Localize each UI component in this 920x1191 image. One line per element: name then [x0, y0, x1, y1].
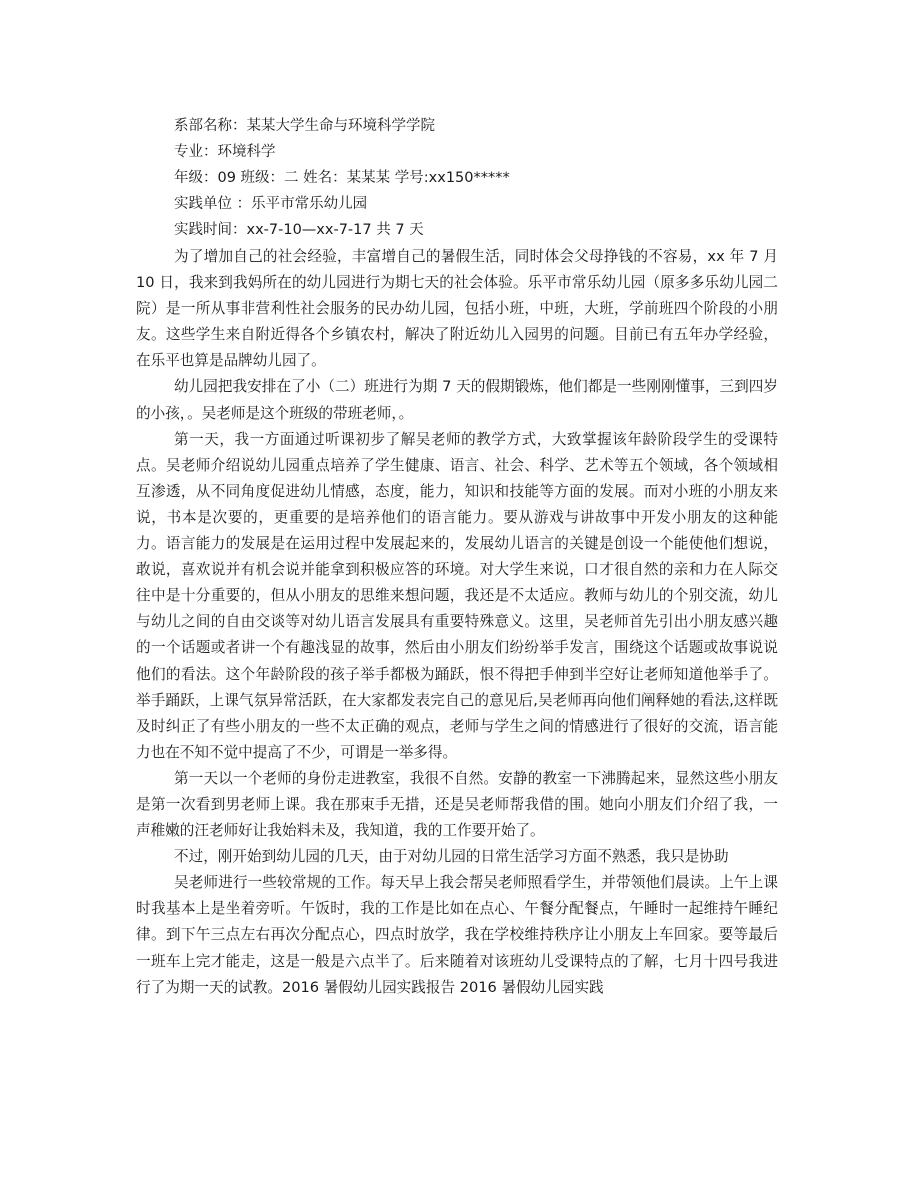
- report-body: [136, 244, 778, 1001]
- paragraph-first-day-teaching: 第一天以一个老师的身份走进教室，我很不自然。安静的教室一下沸腾起来，显然这些小朋友是第一次看到男老师上课。我在那束手无措，还是吴老师帮我借的围。她向小朋友们介绍了我，一声稚嫩的汪老师好让我始料未及，我知道，我的工作要开始了。: [136, 769, 778, 840]
- paragraph-intro: 为了增加自己的社会经验，丰富增自己的暑假生活，同时体会父母挣钱的不容易，xx 年 7 月 10 日，我来到我妈所在的幼儿园进行为期七天的社会体验。乐平市常乐幼儿园（原多多乐幼儿园二院）是一所从事非营利性社会服务的民办幼儿园，包括小班，中班，大班，学前班四个阶段的小朋友。这些学生来自附近得各个乡镇农村，解决了附近幼儿入园男的问题。目前已有五年办学经验，在乐平也算是品牌幼儿园了。: [136, 248, 778, 370]
- major-line: 专业：环境科学: [174, 144, 276, 160]
- practice-unit-line: 实践单位 ：乐平市常乐幼儿园: [174, 196, 368, 212]
- grade-class-name-line: 年级：09 班级：二 姓名：某某某 学号:xx150*****: [174, 170, 510, 186]
- paragraph-routine-work: 吴老师进行一些较常规的工作。每天早上我会帮吴老师照看学生，并带领他们晨读。上午上课时我基本上是坐着旁听。午饭时，我的工作是比如在点心、午餐分配餐点，午睡时一起维持午睡纪律。到下午三点左右再次分配点心，四点时放学，我在学校维持秩序让小朋友上车回家。要等最后一班车上完才能走，这是一般是六点半了。后来随着对该班幼儿受课特点的了解，七月十四号我进行了为期一天的试教。2016 暑假幼儿园实践报告 2016 暑假幼儿园实践: [136, 874, 778, 996]
- practice-time-line: 实践时间：xx-7-10—xx-7-17 共 7 天: [174, 222, 424, 238]
- department-line: 系部名称：某某大学生命与环境科学学院: [174, 118, 435, 134]
- paragraph-early-days: 不过，刚开始到幼儿园的几天，由于对幼儿园的日常生活学习方面不熟悉，我只是协助: [174, 848, 729, 866]
- paragraph-arrangement: 幼儿园把我安排在了小（二）班进行为期 7 天的假期锻炼，他们都是一些刚刚懂事，三到四岁的小孩，。吴老师是这个班级的带班老师，。: [136, 378, 778, 422]
- paragraph-first-day: 第一天，我一方面通过听课初步了解吴老师的教学方式，大致掌握该年龄阶段学生的受课特点。吴老师介绍说幼儿园重点培养了学生健康、语言、社会、科学、艺术等五个领域，各个领域相互渗透，从不同角度促进幼儿情感，态度，能力，知识和技能等方面的发展。而对小班的小朋友来说，书本是次要的，更重要的是培养他们的语言能力。要从游戏与讲故事中开发小朋友的这种能力。语言能力的发展是在运用过程中发展起来的，发展幼儿语言的关键是创设一个能使他们想说，敢说，喜欢说并有机会说并能拿到积极应答的环境。对大学生来说，口才很自然的亲和力在人际交往中是十分重要的，但从小朋友的思维来想问题，我还是不太适应。教师与幼儿的个别交流，幼儿与幼儿之间的自由交谈等对幼儿语言发展具有重要特殊意义。这里，吴老师首先引出小朋友感兴趣的一个话题或者讲一个有趣浅显的故事，然后由小朋友们纷纷举手发言，围绕这个话题或故事说说他们的看法。这个年龄阶段的孩子举手都极为踊跃，恨不得把手伸到半空好让老师知道他举手了。举手踊跃，上课气氛异常活跃，在大家都发表完自己的意见后,吴老师再向他们阐释她的看法,这样既及时纠正了有些小朋友的一些不太正确的观点，老师与学生之间的情感进行了很好的交流，语言能力也在不知不觉中提高了不少，可谓是一举多得。: [136, 430, 778, 761]
